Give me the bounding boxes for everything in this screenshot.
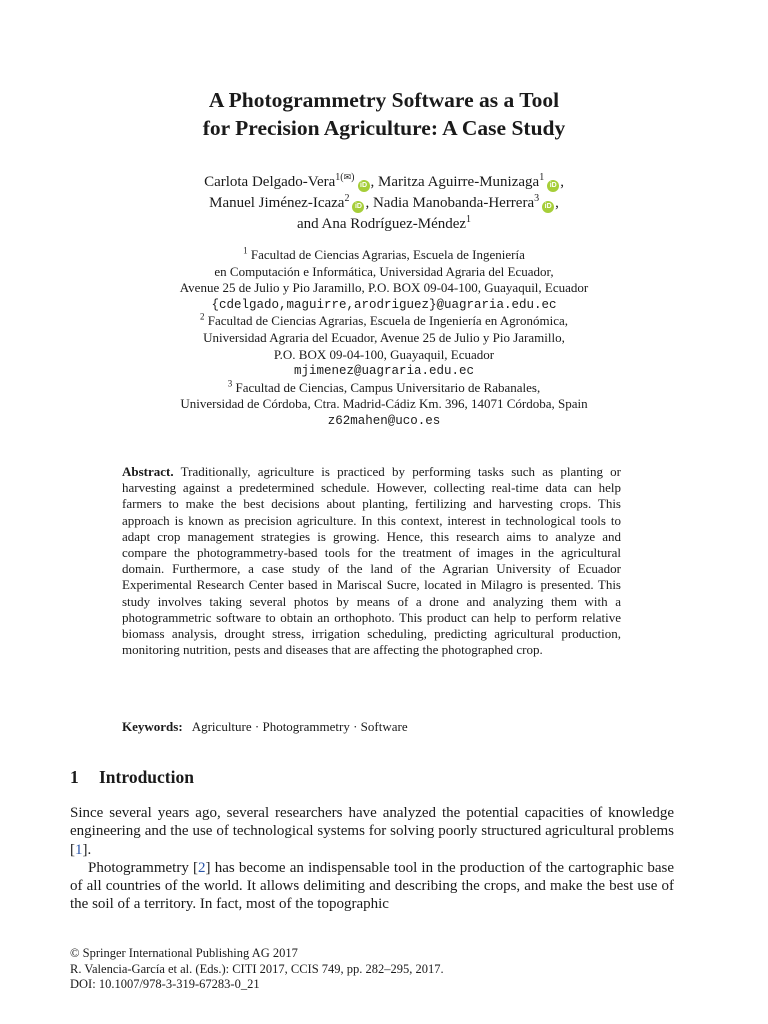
author-affiliation-mark: 2 (344, 193, 350, 204)
orcid-icon[interactable]: iD (352, 201, 364, 213)
keywords (122, 719, 621, 735)
title-line-1: A Photogrammetry Software as a Tool (208, 88, 560, 112)
keywords-label: Keywords: (122, 719, 183, 734)
publication-footer (70, 946, 444, 993)
affiliation-2-line-2: Universidad Agraria del Ecuador, Avenue 25 de Julio y Pio Jaramillo, (203, 329, 565, 345)
author-name: , Nadia Manobanda-Herrera (365, 195, 535, 211)
author-name: , Maritza Aguirre-Munizaga (370, 174, 540, 190)
section-number: 1 (70, 767, 79, 787)
affiliation-3-line-1: $^3$ Facultad de Ciencias, Campus Universitario de Rabanales, (227, 378, 541, 395)
author-affiliation-mark: 1 (466, 214, 472, 225)
affiliations (0, 247, 768, 430)
affiliation-3-email[interactable]: z62mahen@uco.es (327, 413, 441, 428)
abstract-label: Abstract. (122, 464, 174, 479)
author-line-2: Manuel Jiménez-Icaza$^2$iD , Nadia Manobanda-Herrera$^3$iD , (209, 193, 559, 211)
citation-link[interactable]: 1 (75, 841, 83, 858)
keywords-text: Agriculture · Photogrammetry · Software (191, 719, 408, 734)
author-affiliation-mark: 3 (534, 193, 540, 204)
paragraph-1: Since several years ago, several researchers have analyzed the potential capacities of knowledge engineering and the use of technological systems for solving poorly structured agricultural problems [1]. (70, 805, 674, 858)
affiliation-1-line-2: en Computación e Informática, Universidad Agraria del Ecuador, (214, 263, 554, 279)
citation-line: R. Valencia-García et al. (Eds.): CITI 2017, CCIS 749, pp. 282–295, 2017. (70, 961, 444, 976)
copyright-line: © Springer International Publishing AG 2017 (70, 946, 298, 960)
author-line-1: Carlota Delgado-Vera$^{1(✉)}$iD , Maritza Aguirre-Munizaga$^1$iD , (204, 172, 564, 190)
affiliation-3-line-2: Universidad de Córdoba, Ctra. Madrid-Cádiz Km. 396, 14071 Córdoba, Spain (180, 396, 588, 412)
body-text (70, 804, 674, 914)
affiliation-2-line-3: P.O. BOX 09-04-100, Guayaquil, Ecuador (273, 346, 495, 362)
paper-title (0, 86, 768, 142)
title-line-2: for Precision Agriculture: A Case Study (202, 116, 566, 140)
orcid-icon[interactable]: iD (547, 180, 559, 192)
doi-line[interactable]: DOI: 10.1007/978-3-319-67283-0_21 (70, 977, 260, 992)
author-name: Carlota Delgado-Vera (204, 174, 336, 190)
orcid-icon[interactable]: iD (542, 201, 554, 213)
affiliation-2-email[interactable]: mjimenez@uagraria.edu.ec (293, 364, 475, 379)
paragraph-2: Photogrammetry [2] has become an indispensable tool in the production of the cartographic base of all countries of the world. It allows delimiting and describing the crops, and make the best use of the soil of a territory. In fact, most of the topographic (70, 859, 674, 913)
affiliation-1-email[interactable]: {cdelgado,maguirre,arodriguez}@uagraria.edu.ec (211, 297, 557, 312)
affiliation-1-line-3: Avenue 25 de Julio y Pio Jaramillo, P.O. BOX 09-04-100, Guayaquil, Ecuador (179, 280, 589, 296)
author-name: Manuel Jiménez-Icaza (209, 195, 345, 211)
author-affiliation-mark: 1(✉) (335, 172, 355, 183)
section-title: Introduction (99, 767, 194, 787)
author-affiliation-mark: 1 (539, 172, 545, 183)
abstract (122, 464, 621, 658)
orcid-icon[interactable]: iD (358, 180, 370, 192)
citation-link[interactable]: 2 (198, 859, 206, 876)
email-envelope-icon[interactable]: ✉ (343, 172, 352, 182)
author-line-3 (0, 214, 768, 235)
author-name: and Ana Rodríguez-Méndez (296, 216, 467, 232)
abstract-text: Traditionally, agriculture is practiced by performing tasks such as planting or harvesting against a predetermined schedule. However, collecting real-time data can help farmers to make the best decisions about planting, fertilizing and harvesting crops. This approach is known as precision agriculture. In this context, interest in technological tools to adapt crop management strategies is growing. Hence, this research aims to analyze and compare the photogrammetry-based tools for the treatment of images in the agricultural domain. Furthermore, a case study of the land of the Agrarian University of Ecuador Experimental Research Center based in Mariscal Sucre, located in Milagro is presented. This study involves taking several photos by means of a drone and analyzing them with a photogrammetric software to obtain an orthophoto. This product can help to perform relative biomass analysis, drought stress, irrigation scheduling, predicting agricultural production, monitoring nutrition, pests and diseases that are affecting the photographed crop. (122, 464, 622, 658)
author-list (0, 172, 768, 235)
affiliation-2-line-1: $^2$ Facultad de Ciencias Agrarias, Escuela de Ingeniería en Agronómica, (199, 312, 568, 329)
section-heading (70, 766, 194, 788)
affiliation-1-line-1: $^1$ Facultad de Ciencias Agrarias, Escuela de Ingeniería (243, 245, 525, 262)
